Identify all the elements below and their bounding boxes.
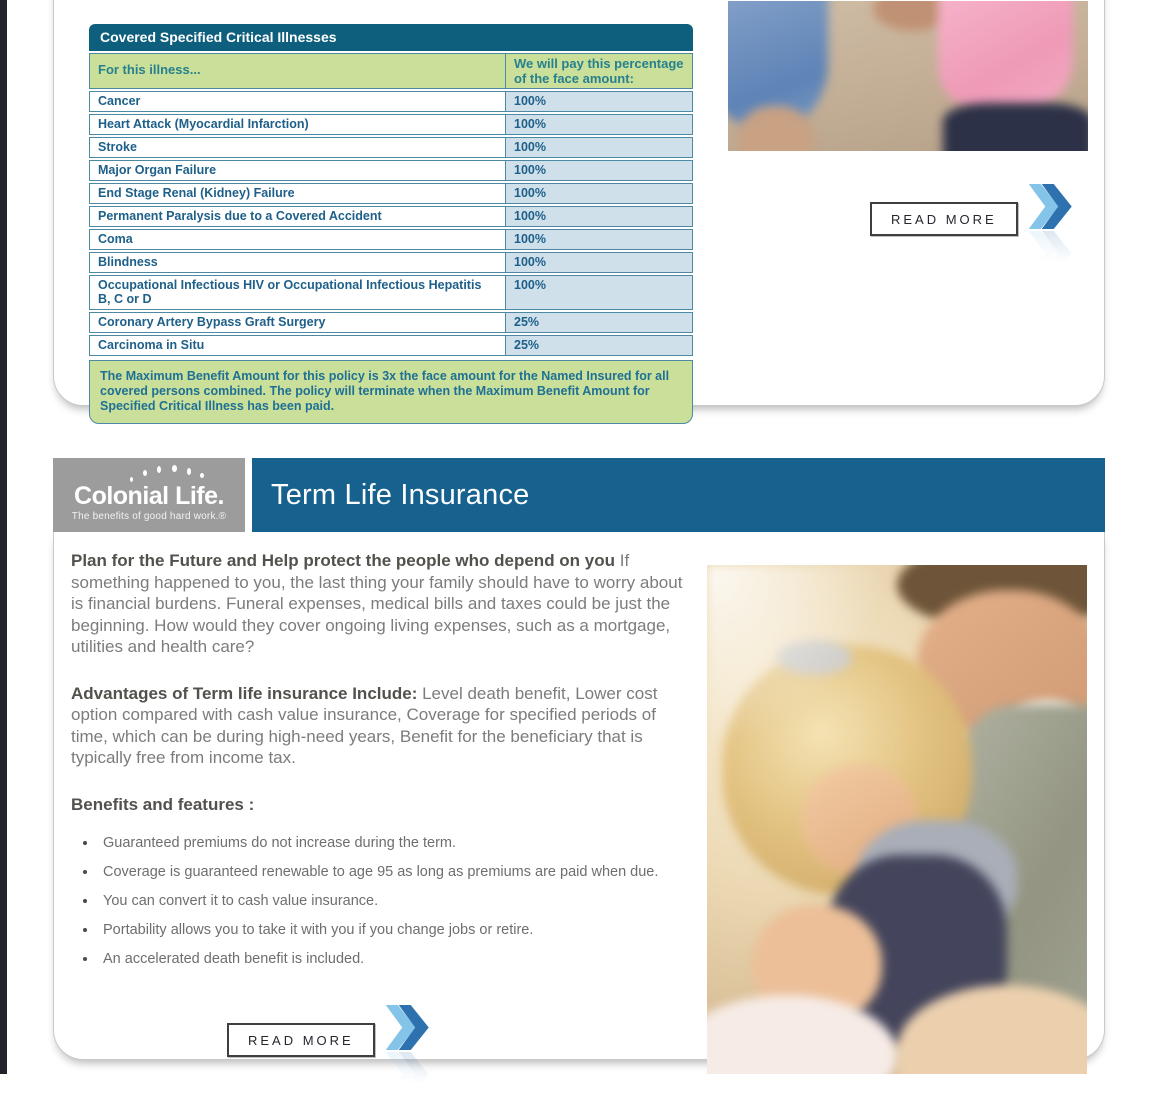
payout-percentage: 100% <box>505 138 692 157</box>
intro-paragraph <box>71 550 693 658</box>
photo-shape <box>943 103 1088 151</box>
critical-illness-table <box>89 24 693 424</box>
table-row <box>89 114 693 135</box>
payout-percentage: 100% <box>505 276 692 309</box>
illness-name: Permanent Paralysis due to a Covered Accident <box>98 209 382 223</box>
page-left-edge <box>0 0 7 1074</box>
table-row <box>89 229 693 250</box>
illness-name: Coronary Artery Bypass Graft Surgery <box>98 315 326 329</box>
payout-percentage: 100% <box>505 207 692 226</box>
table-title: Covered Specified Critical Illnesses <box>89 24 693 51</box>
table-row <box>89 137 693 158</box>
column-header-illness: For this illness... <box>90 54 505 88</box>
table-row <box>89 160 693 181</box>
illness-name: Stroke <box>98 140 137 154</box>
holding-hands-photo <box>728 1 1088 151</box>
table-row <box>89 275 693 310</box>
illness-rows <box>89 91 693 356</box>
table-row <box>89 252 693 273</box>
logo-tagline: The benefits of good hard work.® <box>71 511 227 522</box>
read-more-button[interactable]: READ MORE <box>870 202 1018 236</box>
payout-percentage: 100% <box>505 253 692 272</box>
intro-lead: Plan for the Future and Help protect the people who depend on you <box>71 551 616 570</box>
section-title-bar <box>252 458 1105 533</box>
illness-name: Heart Attack (Myocardial Infarction) <box>98 117 309 131</box>
table-row <box>89 335 693 356</box>
table-row <box>89 91 693 112</box>
illness-name: Blindness <box>98 255 158 269</box>
photo-shape <box>707 565 1087 1074</box>
column-header-percentage: We will pay this percentage of the face amount: <box>505 54 692 88</box>
table-row <box>89 312 693 333</box>
table-header-row <box>89 53 693 89</box>
table-row <box>89 183 693 204</box>
payout-percentage: 100% <box>505 92 692 111</box>
benefits-list <box>98 835 693 967</box>
logo-brand-text: Colonial Life. <box>74 482 224 510</box>
payout-percentage: 100% <box>505 230 692 249</box>
colonial-life-logo <box>53 458 245 533</box>
illness-name: Cancer <box>98 94 141 108</box>
benefit-item: • An accelerated death benefit is included. <box>98 951 693 967</box>
illness-name: Carcinoma in Situ <box>98 338 205 352</box>
illness-name: Major Organ Failure <box>98 163 217 177</box>
benefit-item: • Coverage is guaranteed renewable to age 95 as long as premiums are paid when due. <box>98 864 693 880</box>
payout-percentage: 100% <box>505 184 692 203</box>
intro-text: If something happened to you, the last thing your family should have to worry about is financial burdens. Funeral expenses, medical bills and taxes could be just the beginning. How would they cover ongoing living expenses, such as a mortgage, utilities and health care? <box>71 551 683 656</box>
section-title: Term Life Insurance <box>271 479 530 511</box>
double-chevron-icon <box>386 1005 432 1075</box>
read-more-bottom <box>227 1005 693 1075</box>
father-daughter-photo <box>707 565 1087 1074</box>
table-row <box>89 206 693 227</box>
advantages-lead: Advantages of Term life insurance Include: <box>71 683 418 703</box>
double-chevron-icon <box>1029 184 1075 254</box>
benefit-item: • You can convert it to cash value insurance. <box>98 893 693 909</box>
illness-name: Coma <box>98 232 133 246</box>
section-header-band <box>53 458 1105 533</box>
critical-illness-card <box>53 0 1105 413</box>
illness-name: Occupational Infectious HIV or Occupational Infectious Hepatitis B, C or D <box>98 278 482 306</box>
advantages-text: Level death benefit, Lower cost option compared with cash value insurance, Coverage for specified periods of time, which can be during high-need years, Benefit for the beneficiary that is typically free from income tax. <box>71 683 658 767</box>
payout-percentage: 100% <box>505 161 692 180</box>
benefit-item: • Portability allows you to take it with you if you change jobs or retire. <box>98 922 693 938</box>
maximum-benefit-note: The Maximum Benefit Amount for this policy is 3x the face amount for the Named Insured for all covered persons combined. The policy will terminate when the Maximum Benefit Amount for Specified Critical Illness has been paid. <box>89 360 693 424</box>
read-more-button[interactable]: READ MORE <box>227 1023 375 1057</box>
payout-percentage: 25% <box>505 313 692 332</box>
payout-percentage: 25% <box>505 336 692 355</box>
read-more-top <box>870 184 1075 254</box>
benefits-heading: Benefits and features : <box>71 794 255 814</box>
photo-shape <box>938 1 1073 111</box>
term-life-content <box>71 550 693 1075</box>
illness-name: End Stage Renal (Kidney) Failure <box>98 186 295 200</box>
payout-percentage: 100% <box>505 115 692 134</box>
advantages-paragraph <box>71 683 693 769</box>
benefit-item: • Guaranteed premiums do not increase during the term. <box>98 835 693 851</box>
